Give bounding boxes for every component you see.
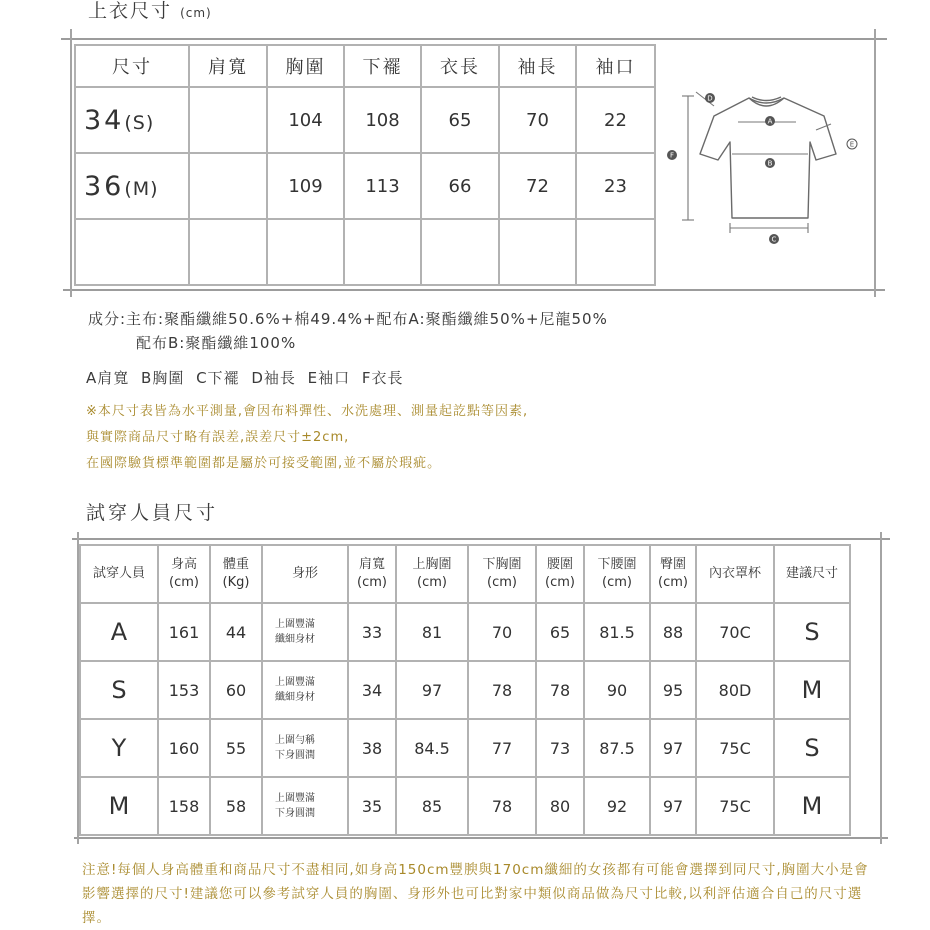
measurement-disclaimer — [86, 399, 528, 477]
body-shape — [262, 661, 348, 719]
waist-value: 78 — [536, 661, 584, 719]
low-waist-value: 81.5 — [584, 603, 650, 661]
upper-bust-value: 97 — [396, 661, 468, 719]
recommended-size: M — [774, 777, 850, 835]
header-model: 試穿人員 — [80, 545, 158, 603]
shoulder-value: 34 — [348, 661, 396, 719]
header-length: 衣長 — [421, 45, 499, 87]
waist-value: 73 — [536, 719, 584, 777]
body-shape-line: 纖細身材 — [275, 692, 315, 703]
header-size: 尺寸 — [75, 45, 189, 87]
diagram-label-e: E — [849, 140, 855, 149]
weight-value: 44 — [210, 603, 262, 661]
header-body-shape: 身形 — [262, 545, 348, 603]
hip-value: 88 — [650, 603, 696, 661]
shoulder-value: 35 — [348, 777, 396, 835]
length-value: 66 — [421, 153, 499, 219]
diagram-label-b: B — [767, 159, 773, 168]
sizing-note: 注意!每個人身高體重和商品尺寸不盡相同,如身高150cm豐腴與170cm纖細的女孩都有可能會選擇到同尺寸,胸圍大小是會影響選擇的尺寸!建議您可以參考試穿人員的胸圍、身形外也可比對家中類似商品做為尺寸比較,以利評估適合自己的尺寸選擇。 — [82, 862, 869, 926]
upper-bust-value: 84.5 — [396, 719, 468, 777]
under-bust-value: 70 — [468, 603, 536, 661]
body-shape-line: 下身圓潤 — [275, 750, 315, 761]
size-chart-table — [74, 44, 656, 286]
cuff-value: 22 — [576, 87, 655, 153]
header-waist: 腰圍 (cm) — [536, 545, 584, 603]
body-shape-line: 下身圓潤 — [275, 808, 315, 819]
height-value: 161 — [158, 603, 210, 661]
recommended-size: S — [774, 603, 850, 661]
tshirt-measurement-diagram — [656, 82, 876, 262]
shoulder-value — [189, 153, 267, 219]
model-chart-title: 試穿人員尺寸 — [86, 502, 219, 524]
material-info — [88, 307, 608, 355]
body-shape-line: 上圍豐滿 — [275, 619, 315, 630]
upper-bust-value: 85 — [396, 777, 468, 835]
model-id: A — [80, 603, 158, 661]
measurement-legend: A肩寬 B胸圍 C下襬 D袖長 E袖口 F衣長 — [86, 369, 404, 387]
model-id: M — [80, 777, 158, 835]
chest-value: 104 — [267, 87, 344, 153]
cup-value: 75C — [696, 777, 774, 835]
header-under-bust: 下胸圍 (cm) — [468, 545, 536, 603]
hem-value: 113 — [344, 153, 421, 219]
waist-value: 80 — [536, 777, 584, 835]
model-row — [80, 719, 850, 777]
diagram-label-d: D — [707, 94, 713, 103]
header-shoulder: 肩寬 — [189, 45, 267, 87]
body-shape-line: 纖細身材 — [275, 634, 315, 645]
size-chart-unit: (cm) — [180, 6, 212, 20]
size-label: 34(S) — [75, 87, 189, 153]
model-id: Y — [80, 719, 158, 777]
recommended-size: M — [774, 661, 850, 719]
size-chart-title — [88, 0, 212, 23]
length-value: 65 — [421, 87, 499, 153]
model-row — [80, 603, 850, 661]
header-weight: 體重 (Kg) — [210, 545, 262, 603]
waist-value: 65 — [536, 603, 584, 661]
diagram-label-c: C — [771, 235, 777, 244]
hip-value: 97 — [650, 777, 696, 835]
header-cup: 內衣罩杯 — [696, 545, 774, 603]
under-bust-value: 77 — [468, 719, 536, 777]
weight-value: 58 — [210, 777, 262, 835]
sleeve-length-value: 70 — [499, 87, 576, 153]
chest-value: 109 — [267, 153, 344, 219]
disclaimer-line: 與實際商品尺寸略有誤差,誤差尺寸±2cm, — [86, 430, 350, 445]
recommended-size: S — [774, 719, 850, 777]
body-shape-line: 上圍豐滿 — [275, 677, 315, 688]
header-upper-bust: 上胸圍 (cm) — [396, 545, 468, 603]
material-line-1: 成分:主布:聚酯纖維50.6%+棉49.4%+配布A:聚酯纖維50%+尼龍50% — [88, 310, 608, 328]
body-shape — [262, 603, 348, 661]
header-shoulder: 肩寬 (cm) — [348, 545, 396, 603]
header-low-waist: 下腰圍 (cm) — [584, 545, 650, 603]
height-value: 158 — [158, 777, 210, 835]
hip-value: 95 — [650, 661, 696, 719]
body-shape-line: 上圍勻稱 — [275, 735, 315, 746]
hip-value: 97 — [650, 719, 696, 777]
weight-value: 55 — [210, 719, 262, 777]
shoulder-value: 33 — [348, 603, 396, 661]
header-hip: 臀圍 (cm) — [650, 545, 696, 603]
header-sleeve-length: 袖長 — [499, 45, 576, 87]
header-height: 身高 (cm) — [158, 545, 210, 603]
model-id: S — [80, 661, 158, 719]
cup-value: 80D — [696, 661, 774, 719]
shoulder-value: 38 — [348, 719, 396, 777]
height-value: 160 — [158, 719, 210, 777]
low-waist-value: 87.5 — [584, 719, 650, 777]
body-shape-line: 上圍豐滿 — [275, 793, 315, 804]
body-shape — [262, 719, 348, 777]
size-row-empty — [75, 219, 655, 285]
model-row — [80, 661, 850, 719]
under-bust-value: 78 — [468, 661, 536, 719]
cup-value: 70C — [696, 603, 774, 661]
header-cuff: 袖口 — [576, 45, 655, 87]
model-header-row — [80, 545, 850, 603]
cuff-value: 23 — [576, 153, 655, 219]
diagram-label-a: A — [767, 117, 773, 126]
weight-value: 60 — [210, 661, 262, 719]
sleeve-length-value: 72 — [499, 153, 576, 219]
size-chart-title-text: 上衣尺寸 — [88, 0, 173, 22]
hem-value: 108 — [344, 87, 421, 153]
disclaimer-line: 在國際驗貨標準範圍都是屬於可接受範圍,並不屬於瑕疵。 — [86, 456, 442, 471]
disclaimer-line: ※本尺寸表皆為水平測量,會因布料彈性、水洗處理、測量起訖點等因素, — [86, 404, 529, 419]
header-chest: 胸圍 — [267, 45, 344, 87]
size-row-36 — [75, 153, 655, 219]
upper-bust-value: 81 — [396, 603, 468, 661]
header-recommended-size: 建議尺寸 — [774, 545, 850, 603]
body-shape — [262, 777, 348, 835]
under-bust-value: 78 — [468, 777, 536, 835]
low-waist-value: 90 — [584, 661, 650, 719]
diagram-label-f: F — [669, 151, 675, 160]
shoulder-value — [189, 87, 267, 153]
model-row — [80, 777, 850, 835]
model-chart-table — [79, 544, 851, 836]
material-line-2: 配布B:聚酯纖維100% — [136, 334, 297, 352]
size-chart-header-row — [75, 45, 655, 87]
height-value: 153 — [158, 661, 210, 719]
low-waist-value: 92 — [584, 777, 650, 835]
size-row-34 — [75, 87, 655, 153]
size-label: 36(M) — [75, 153, 189, 219]
cup-value: 75C — [696, 719, 774, 777]
header-hem: 下襬 — [344, 45, 421, 87]
